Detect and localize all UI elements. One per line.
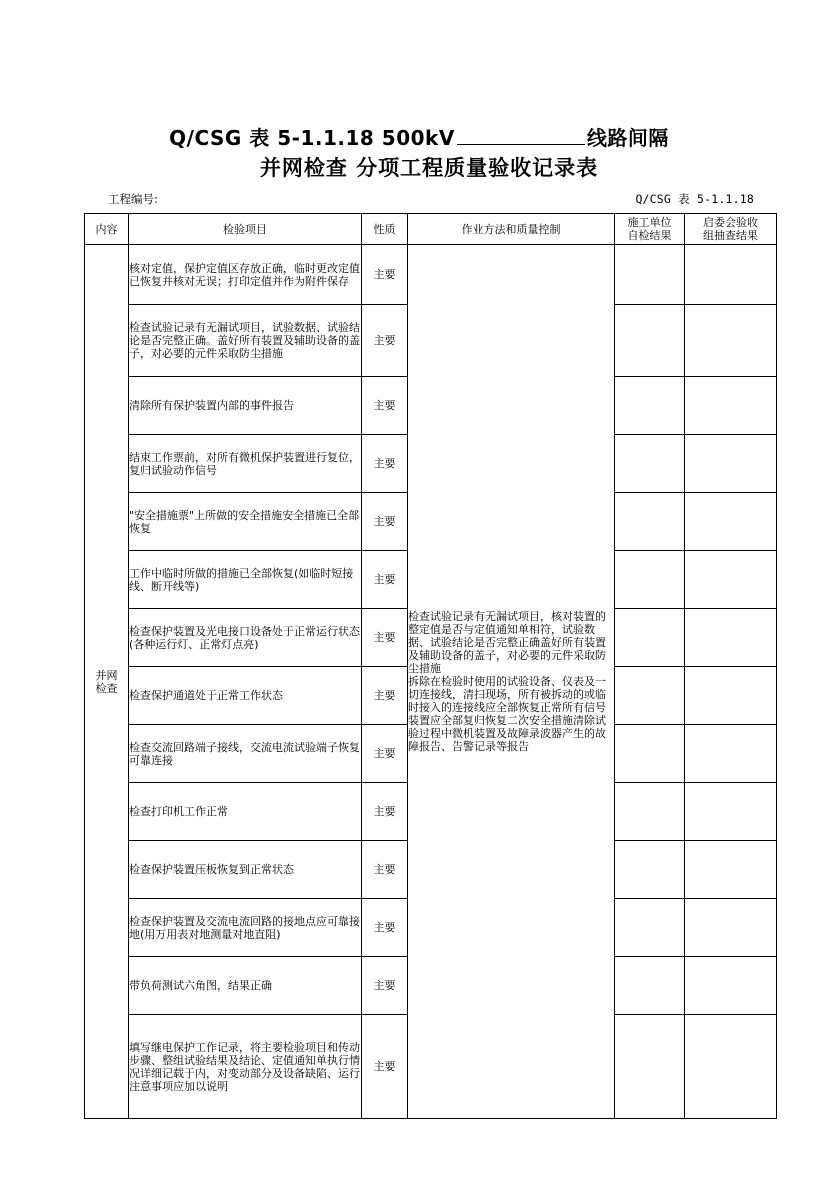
self-check-result-cell[interactable] bbox=[615, 899, 685, 957]
col-header-self-check: 施工单位 自检结果 bbox=[615, 214, 685, 245]
self-check-result-cell[interactable] bbox=[615, 245, 685, 305]
form-title-line2: 并网检查 分项工程质量验收记录表 bbox=[259, 156, 599, 180]
form-title-line1 bbox=[0, 122, 838, 151]
inspection-item: 结束工作票前，对所有微机保护装置进行复位，复归试验动作信号 bbox=[129, 435, 362, 493]
nature-cell: 主要 bbox=[362, 609, 408, 667]
nature-cell: 主要 bbox=[362, 435, 408, 493]
inspection-item: 检查打印机工作正常 bbox=[129, 783, 362, 841]
acceptance-table bbox=[84, 213, 777, 1119]
category-cell: 并网 检查 bbox=[85, 245, 129, 1119]
committee-check-result-cell[interactable] bbox=[685, 1015, 777, 1119]
nature-cell: 主要 bbox=[362, 725, 408, 783]
self-check-result-cell[interactable] bbox=[615, 725, 685, 783]
committee-check-result-cell[interactable] bbox=[685, 899, 777, 957]
method-cell: 检查试验记录有无漏试项目，核对装置的整定值是否与定值通知单相符，试验数据、试验结论是否完整正确盖好所有装置及辅助设备的盖子，对必要的元件采取防尘措施 拆除在检验时使用的试验设备、仪表及一切连接线，清扫现场，所有被拆动的或临时接入的连接线应全部恢复正常所有信号装置应全部复归恢复二次安全措施清除试验过程中微机装置及故障录波器产生的故障报告、告警记录等报告 bbox=[408, 245, 615, 1119]
nature-cell: 主要 bbox=[362, 305, 408, 377]
self-check-result-cell[interactable] bbox=[615, 377, 685, 435]
inspection-item: 检查保护装置及光电接口设备处于正常运行状态(各种运行灯、正常灯点亮) bbox=[129, 609, 362, 667]
col-header-method: 作业方法和质量控制 bbox=[408, 214, 615, 245]
project-no-label: 工程编号: bbox=[108, 192, 158, 206]
title-suffix: 线路间隔 bbox=[586, 126, 669, 150]
committee-check-result-cell[interactable] bbox=[685, 245, 777, 305]
inspection-item: 检查交流回路端子接线，交流电流试验端子恢复可靠连接 bbox=[129, 725, 362, 783]
nature-cell: 主要 bbox=[362, 899, 408, 957]
nature-cell: 主要 bbox=[362, 957, 408, 1015]
self-check-result-cell[interactable] bbox=[615, 551, 685, 609]
committee-check-result-cell[interactable] bbox=[685, 377, 777, 435]
self-check-result-cell[interactable] bbox=[615, 841, 685, 899]
col-header-item: 检验项目 bbox=[129, 214, 362, 245]
self-check-result-cell[interactable] bbox=[615, 435, 685, 493]
table-row bbox=[85, 245, 777, 305]
committee-check-result-cell[interactable] bbox=[685, 783, 777, 841]
committee-check-result-cell[interactable] bbox=[685, 667, 777, 725]
self-check-result-cell[interactable] bbox=[615, 783, 685, 841]
nature-cell: 主要 bbox=[362, 1015, 408, 1119]
col-header-committee-check: 启委会验收 组抽查结果 bbox=[685, 214, 777, 245]
nature-cell: 主要 bbox=[362, 493, 408, 551]
committee-check-result-cell[interactable] bbox=[685, 493, 777, 551]
committee-check-result-cell[interactable] bbox=[685, 609, 777, 667]
blank-line bbox=[457, 126, 585, 145]
nature-cell: 主要 bbox=[362, 245, 408, 305]
col-header-content: 内容 bbox=[85, 214, 129, 245]
nature-cell: 主要 bbox=[362, 667, 408, 725]
nature-cell: 主要 bbox=[362, 841, 408, 899]
title-prefix: Q/CSG 表 5-1.1.18 500kV bbox=[169, 126, 455, 150]
inspection-item: "安全措施票"上所做的安全措施安全措施已全部恢复 bbox=[129, 493, 362, 551]
committee-check-result-cell[interactable] bbox=[685, 841, 777, 899]
committee-check-result-cell[interactable] bbox=[685, 551, 777, 609]
inspection-item: 清除所有保护装置内部的事件报告 bbox=[129, 377, 362, 435]
inspection-item: 检查试验记录有无漏试项目，试验数据、试验结论是否完整正确。盖好所有装置及辅助设备的盖子，对必要的元件采取防尘措施 bbox=[129, 305, 362, 377]
form-code: Q/CSG 表 5-1.1.18 bbox=[635, 192, 754, 206]
nature-cell: 主要 bbox=[362, 783, 408, 841]
self-check-result-cell[interactable] bbox=[615, 609, 685, 667]
inspection-item: 检查保护装置及交流电流回路的接地点应可靠接地(用万用表对地测量对地直阻) bbox=[129, 899, 362, 957]
committee-check-result-cell[interactable] bbox=[685, 435, 777, 493]
inspection-item: 带负荷测试六角图，结果正确 bbox=[129, 957, 362, 1015]
nature-cell: 主要 bbox=[362, 377, 408, 435]
col-header-nature: 性质 bbox=[362, 214, 408, 245]
inspection-item: 核对定值，保护定值区存放正确，临时更改定值已恢复并核对无误；打印定值并作为附件保存 bbox=[129, 245, 362, 305]
nature-cell: 主要 bbox=[362, 551, 408, 609]
inspection-item: 检查保护通道处于正常工作状态 bbox=[129, 667, 362, 725]
self-check-result-cell[interactable] bbox=[615, 1015, 685, 1119]
committee-check-result-cell[interactable] bbox=[685, 957, 777, 1015]
inspection-item: 填写继电保护工作记录，将主要检验项目和传动步骤、整组试验结果及结论、定值通知单执行情况详细记载于内，对变动部分及设备缺陷、运行注意事项应加以说明 bbox=[129, 1015, 362, 1119]
self-check-result-cell[interactable] bbox=[615, 493, 685, 551]
self-check-result-cell[interactable] bbox=[615, 667, 685, 725]
committee-check-result-cell[interactable] bbox=[685, 305, 777, 377]
committee-check-result-cell[interactable] bbox=[685, 725, 777, 783]
inspection-item: 检查保护装置压板恢复到正常状态 bbox=[129, 841, 362, 899]
table-header-row bbox=[85, 214, 777, 245]
inspection-item: 工作中临时所做的措施已全部恢复(如临时短接线、断开线等) bbox=[129, 551, 362, 609]
self-check-result-cell[interactable] bbox=[615, 957, 685, 1015]
self-check-result-cell[interactable] bbox=[615, 305, 685, 377]
